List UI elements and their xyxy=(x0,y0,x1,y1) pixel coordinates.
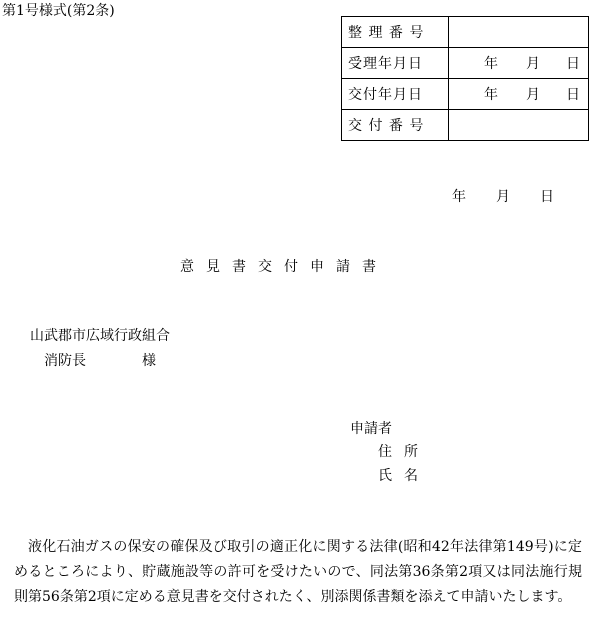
honorific: 様 xyxy=(142,353,156,369)
reference-number-value[interactable] xyxy=(448,17,588,48)
day-unit: 日 xyxy=(566,56,580,72)
document-title: 意見書交付申請書 xyxy=(180,259,388,275)
issued-date-value[interactable] xyxy=(448,79,588,110)
month-unit: 月 xyxy=(496,189,510,205)
received-date-value[interactable] xyxy=(448,48,588,79)
body-paragraph: 液化石油ガスの保安の確保及び取引の適正化に関する法律(昭和42年法律第149号)に定めるところにより、貯蔵施設等の許可を受けたいので、同法第36条第2項又は同法施行規則第56条第2項に定める意見書を交付されたく、別添関係書類を添えて申請いたします。 xyxy=(14,539,582,605)
day-unit: 日 xyxy=(540,189,554,205)
addressee-position: 消防長 xyxy=(44,353,86,369)
month-unit: 月 xyxy=(526,87,540,103)
table-row xyxy=(342,79,589,110)
year-unit: 年 xyxy=(484,56,498,72)
form-number: 第1号様式(第2条) xyxy=(2,3,115,19)
year-unit: 年 xyxy=(452,189,466,205)
name-label: 氏名 xyxy=(378,468,430,484)
table-row xyxy=(342,17,589,48)
applicant-heading: 申請者 xyxy=(350,421,392,437)
year-unit: 年 xyxy=(484,87,498,103)
day-unit: 日 xyxy=(566,87,580,103)
table-row xyxy=(342,48,589,79)
table-row xyxy=(342,110,589,141)
received-date-label: 受理年月日 xyxy=(342,48,449,79)
application-date xyxy=(452,186,554,206)
reference-number-label: 整 理 番 号 xyxy=(342,17,449,48)
month-unit: 月 xyxy=(526,56,540,72)
office-use-table xyxy=(341,16,589,141)
address-label: 住所 xyxy=(378,444,430,460)
addressee-title xyxy=(44,350,156,370)
issue-number-value[interactable] xyxy=(448,110,588,141)
addressee-organization: 山武郡市広域行政組合 xyxy=(30,328,170,344)
issue-number-label: 交 付 番 号 xyxy=(342,110,449,141)
issued-date-label: 交付年月日 xyxy=(342,79,449,110)
